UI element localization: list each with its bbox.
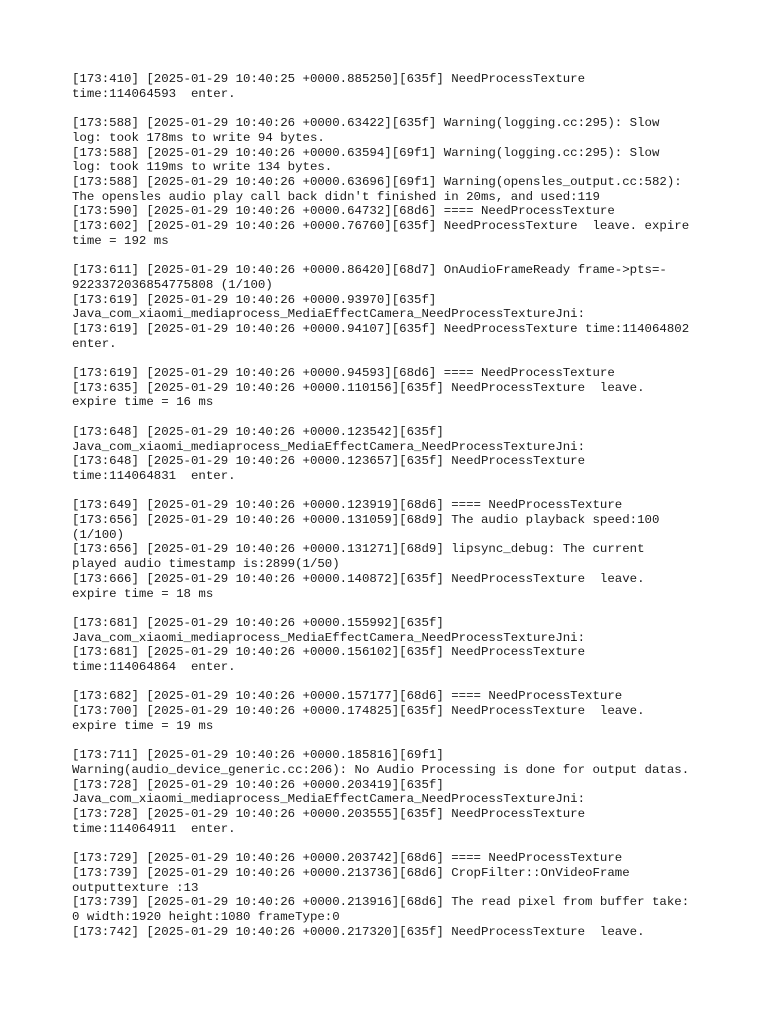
log-line: expire time = 19 ms	[72, 718, 214, 733]
log-line: time:114064831 enter.	[72, 468, 236, 483]
log-line: [173:611] [2025-01-29 10:40:26 +0000.86420][68d7] OnAudioFrameReady frame->pts=-	[72, 263, 667, 278]
log-line: log: took 178ms to write 94 bytes.	[72, 130, 325, 145]
log-line: [173:619] [2025-01-29 10:40:26 +0000.94107][635f] NeedProcessTexture time:114064802	[72, 321, 690, 336]
log-line: enter.	[72, 336, 117, 351]
log-line: [173:656] [2025-01-29 10:40:26 +0000.131271][68d9] lipsync_debug: The current	[72, 542, 645, 557]
log-line: Java_com_xiaomi_mediaprocess_MediaEffectCamera_NeedProcessTextureJni:	[72, 307, 586, 322]
log-line: Java_com_xiaomi_mediaprocess_MediaEffectCamera_NeedProcessTextureJni:	[72, 792, 586, 807]
log-line: Java_com_xiaomi_mediaprocess_MediaEffectCamera_NeedProcessTextureJni:	[72, 439, 586, 454]
log-line: [173:700] [2025-01-29 10:40:26 +0000.174825][635f] NeedProcessTexture leave.	[72, 704, 645, 719]
log-line: [173:648] [2025-01-29 10:40:26 +0000.123542][635f]	[72, 424, 444, 439]
log-line: [173:619] [2025-01-29 10:40:26 +0000.93970][635f]	[72, 292, 437, 307]
log-line: time:114064593 enter.	[72, 86, 236, 101]
log-line: expire time = 18 ms	[72, 586, 214, 601]
log-line: (1/100)	[72, 527, 125, 542]
log-line: [173:648] [2025-01-29 10:40:26 +0000.123657][635f] NeedProcessTexture	[72, 454, 586, 469]
log-line	[72, 601, 712, 616]
log-line: [173:739] [2025-01-29 10:40:26 +0000.213736][68d6] CropFilter::OnVideoFrame	[72, 865, 630, 880]
log-line: Warning(audio_device_generic.cc:206): No Audio Processing is done for output datas.	[72, 762, 690, 777]
log-line: [173:590] [2025-01-29 10:40:26 +0000.64732][68d6] ==== NeedProcessTexture	[72, 204, 615, 219]
log-line: time:114064864 enter.	[72, 660, 236, 675]
log-line: [173:588] [2025-01-29 10:40:26 +0000.63594][69f1] Warning(logging.cc:295): Slow	[72, 145, 660, 160]
log-line: 9223372036854775808 (1/100)	[72, 277, 273, 292]
log-line	[72, 248, 712, 263]
log-line: time:114064911 enter.	[72, 821, 236, 836]
log-text-block	[72, 72, 712, 939]
log-line: [173:728] [2025-01-29 10:40:26 +0000.203419][635f]	[72, 777, 444, 792]
log-line	[72, 101, 712, 116]
log-line: [173:588] [2025-01-29 10:40:26 +0000.63422][635f] Warning(logging.cc:295): Slow	[72, 116, 660, 131]
log-line: [173:711] [2025-01-29 10:40:26 +0000.185816][69f1]	[72, 748, 444, 763]
log-line: [173:649] [2025-01-29 10:40:26 +0000.123919][68d6] ==== NeedProcessTexture	[72, 498, 623, 513]
log-line: [173:742] [2025-01-29 10:40:26 +0000.217320][635f] NeedProcessTexture leave.	[72, 924, 645, 939]
log-line: Java_com_xiaomi_mediaprocess_MediaEffectCamera_NeedProcessTextureJni:	[72, 630, 586, 645]
log-line: [173:602] [2025-01-29 10:40:26 +0000.76760][635f] NeedProcessTexture leave. expire	[72, 219, 690, 234]
log-line: played audio timestamp is:2899(1/50)	[72, 557, 340, 572]
log-line: [173:728] [2025-01-29 10:40:26 +0000.203555][635f] NeedProcessTexture	[72, 807, 586, 822]
log-line: [173:410] [2025-01-29 10:40:25 +0000.885250][635f] NeedProcessTexture	[72, 72, 586, 86]
log-line: [173:681] [2025-01-29 10:40:26 +0000.155992][635f]	[72, 615, 444, 630]
log-line	[72, 351, 712, 366]
log-line	[72, 675, 712, 690]
log-line: The opensles audio play call back didn't finished in 20ms, and used:119	[72, 189, 600, 204]
log-line	[72, 484, 712, 499]
log-line: time = 192 ms	[72, 233, 169, 248]
log-line: [173:681] [2025-01-29 10:40:26 +0000.156102][635f] NeedProcessTexture	[72, 645, 586, 660]
log-line: [173:729] [2025-01-29 10:40:26 +0000.203742][68d6] ==== NeedProcessTexture	[72, 851, 623, 866]
log-line: [173:666] [2025-01-29 10:40:26 +0000.140872][635f] NeedProcessTexture leave.	[72, 571, 645, 586]
log-line	[72, 734, 712, 749]
log-line: log: took 119ms to write 134 bytes.	[72, 160, 333, 175]
log-line: [173:739] [2025-01-29 10:40:26 +0000.213916][68d6] The read pixel from buffer take:	[72, 895, 690, 910]
log-line: [173:588] [2025-01-29 10:40:26 +0000.63696][69f1] Warning(opensles_output.cc:582):	[72, 174, 682, 189]
log-line: [173:619] [2025-01-29 10:40:26 +0000.94593][68d6] ==== NeedProcessTexture	[72, 366, 615, 381]
log-line: expire time = 16 ms	[72, 395, 214, 410]
log-line: outputtexture :13	[72, 880, 199, 895]
log-line: [173:635] [2025-01-29 10:40:26 +0000.110156][635f] NeedProcessTexture leave.	[72, 380, 645, 395]
log-line	[72, 410, 712, 425]
log-line: 0 width:1920 height:1080 frameType:0	[72, 909, 340, 924]
log-line: [173:682] [2025-01-29 10:40:26 +0000.157177][68d6] ==== NeedProcessTexture	[72, 689, 623, 704]
log-line: [173:656] [2025-01-29 10:40:26 +0000.131059][68d9] The audio playback speed:100	[72, 513, 660, 528]
log-line	[72, 836, 712, 851]
